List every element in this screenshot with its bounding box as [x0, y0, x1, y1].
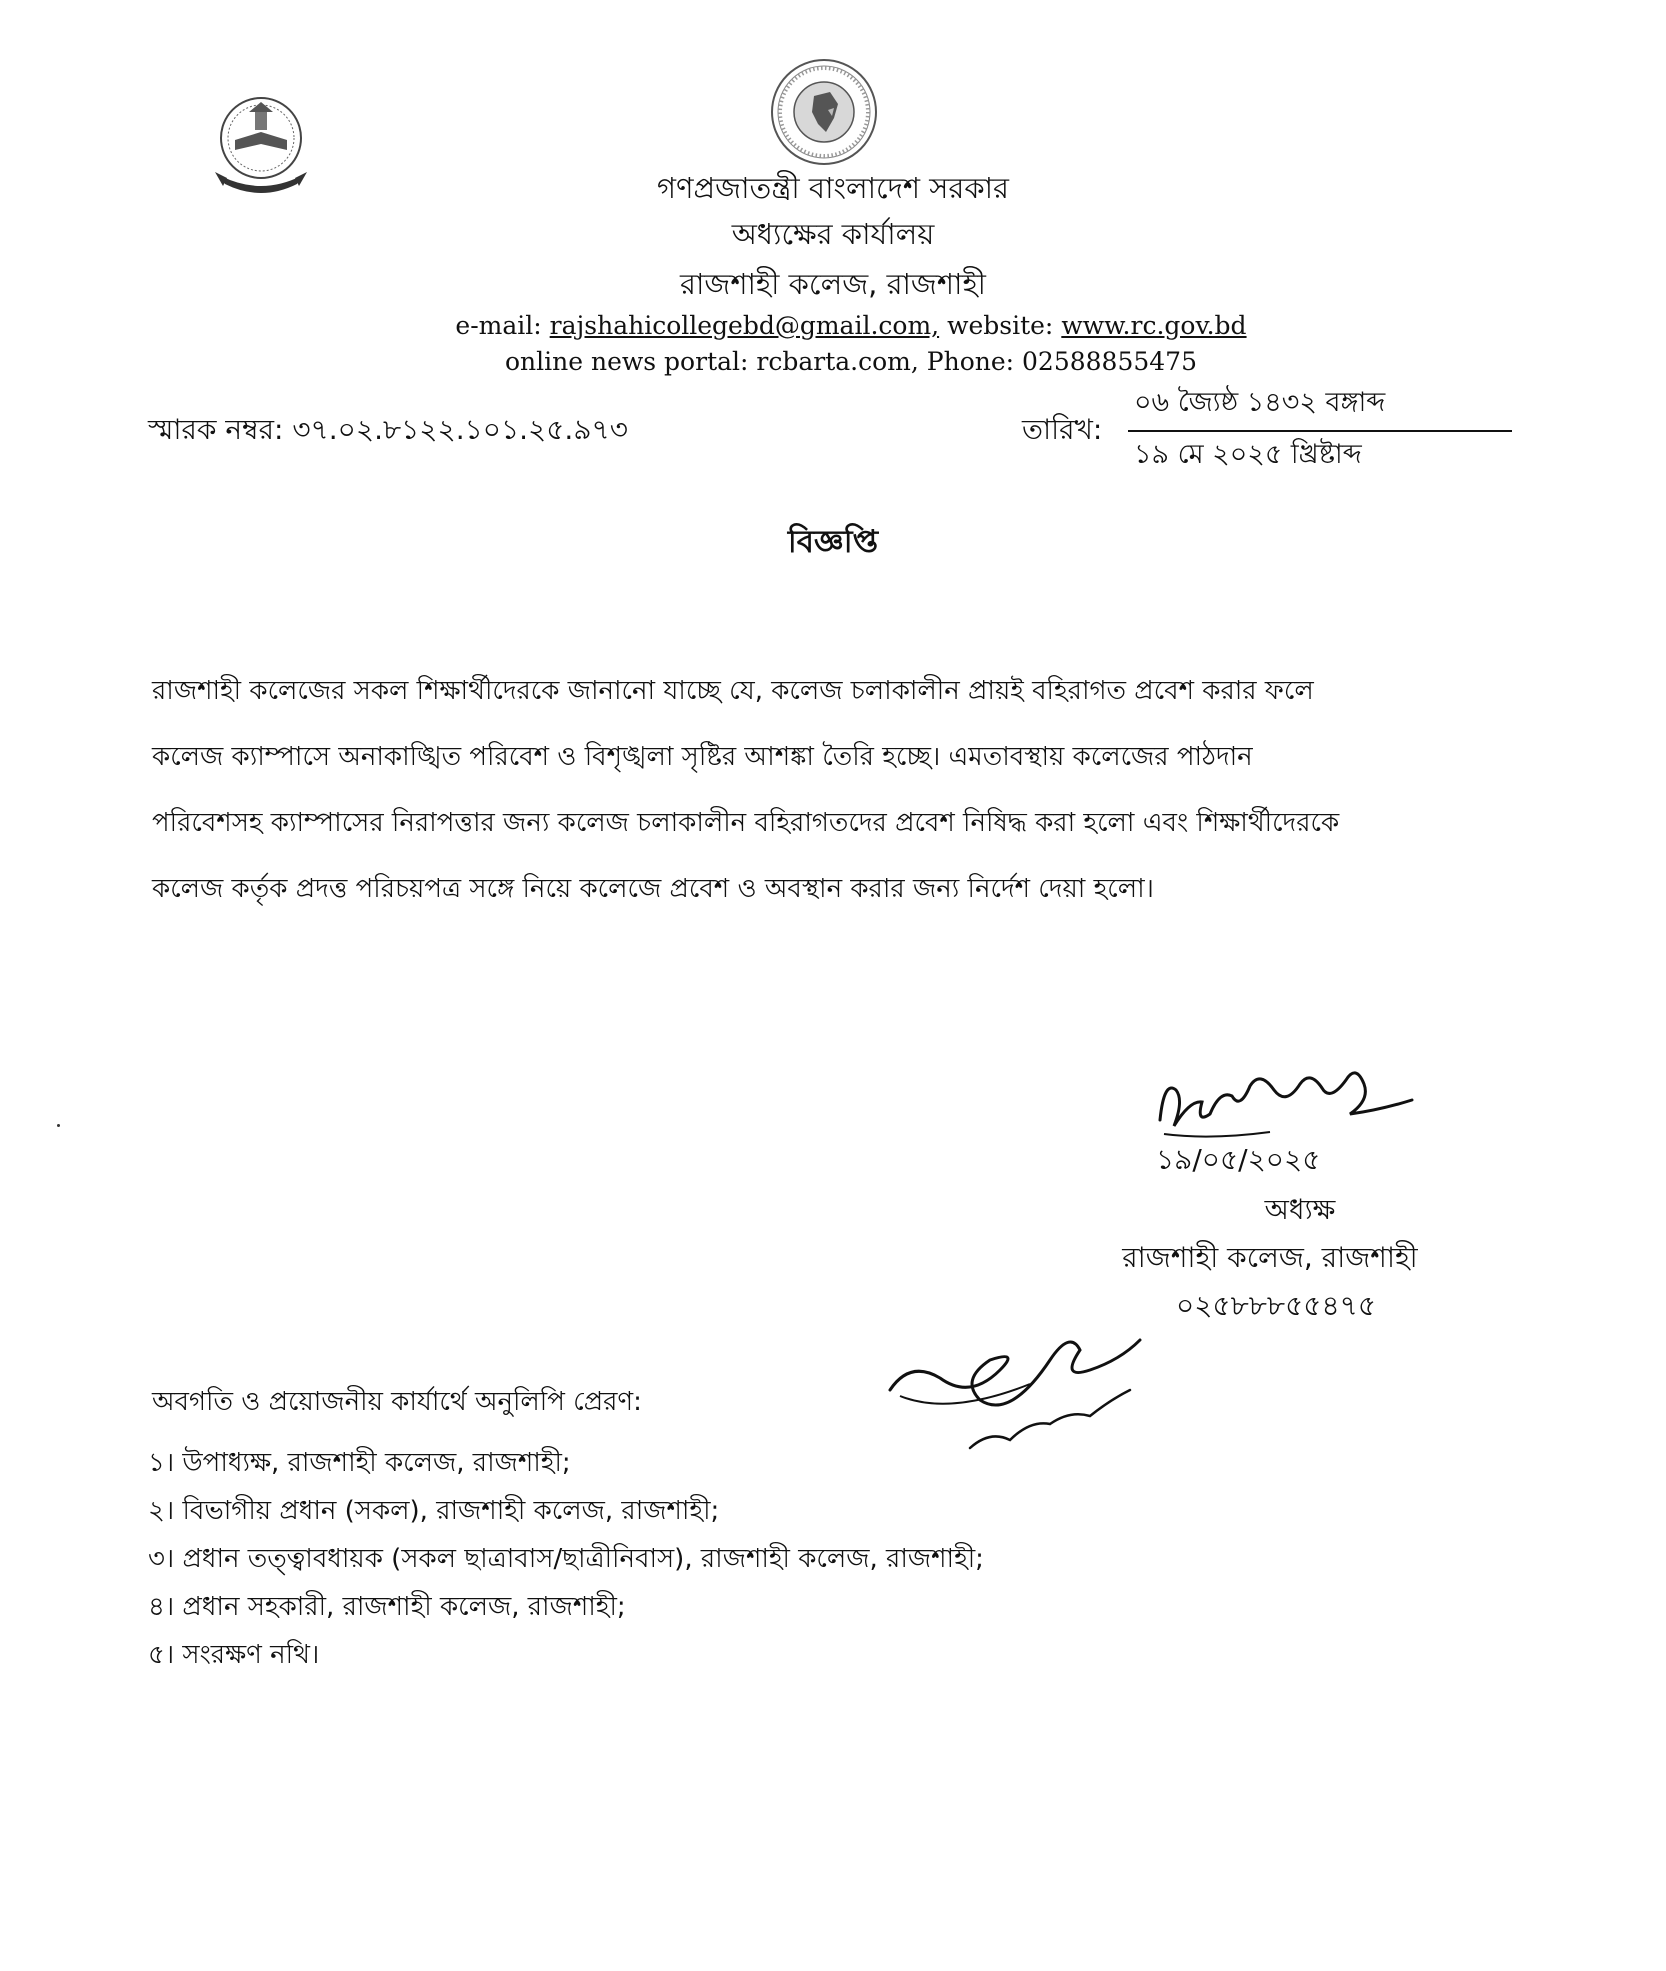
notice-body-line: পরিবেশসহ ক্যাম্পাসের নিরাপত্তার জন্য কলেজ চলাকালীন বহিরাগতদের প্রবেশ নিষিদ্ধ করা হলো এবং শিক্ষার্থীদেরকে: [152, 808, 1340, 838]
copy-recipient-item: ৪। প্রধান সহকারী, রাজশাহী কলেজ, রাজশাহী;: [148, 1592, 626, 1622]
scan-speck: [57, 1124, 60, 1127]
copy-recipient-item: ৫। সংরক্ষণ নথি।: [148, 1640, 320, 1670]
principal-signature: [1150, 1040, 1420, 1150]
copy-recipient-item: ২। বিভাগীয় প্রধান (সকল), রাজশাহী কলেজ, রাজশাহী;: [148, 1496, 720, 1526]
memo-label: স্মারক নম্বর:: [148, 413, 284, 446]
notice-body-line: রাজশাহী কলেজের সকল শিক্ষার্থীদেরকে জানানো যাচ্ছে যে, কলেজ চলাকালীন প্রায়ই বহিরাগত প্রবেশ করার ফলে: [152, 676, 1314, 706]
email-label: e-mail:: [455, 311, 542, 340]
website-label: website:: [947, 311, 1054, 340]
signatory-office: রাজশাহী কলেজ, রাজশাহী: [1122, 1241, 1418, 1274]
notice-title: বিজ্ঞপ্তি: [787, 524, 879, 560]
portal-value: rcbarta.com,: [756, 347, 919, 376]
copy-recipient-item: ৩। প্রধান তত্ত্বাবধায়ক (সকল ছাত্রাবাস/ছাত্রীনিবাস), রাজশাহী কলেজ, রাজশাহী;: [148, 1544, 984, 1574]
contact-line-portal: [18, 346, 1666, 378]
notice-body-line: কলেজ কর্তৃক প্রদত্ত পরিচয়পত্র সঙ্গে নিয়ে কলেজে প্রবেশ ও অবস্থান করার জন্য নির্দেশ দেয়া হলো।: [152, 874, 1154, 904]
memo-number: [148, 412, 628, 448]
copy-recipient-item: ১। উপাধ্যক্ষ, রাজশাহী কলেজ, রাজশাহী;: [148, 1448, 571, 1478]
signature-date: ১৯/০৫/২০২৫: [1156, 1143, 1321, 1176]
date-bangla: ০৬ জ্যৈষ্ঠ ১৪৩২ বঙ্গাব্দ: [1134, 387, 1386, 418]
email-link[interactable]: rajshahicollegebd@gmail.com,: [549, 311, 940, 340]
office-name: অধ্যক্ষের কার্যালয়: [731, 217, 935, 251]
portal-label: online news portal:: [505, 347, 749, 376]
signatory-designation: অধ্যক্ষ: [1264, 1193, 1336, 1226]
copies-label: অবগতি ও প্রয়োজনীয় কার্যার্থে অনুলিপি প্রেরণ:: [152, 1387, 642, 1417]
notice-body-line: কলেজ ক্যাম্পাসে অনাকাঙ্খিত পরিবেশ ও বিশৃঙ্খলা সৃষ্টির আশঙ্কা তৈরি হচ্ছে। এমতাবস্থায় কলেজের পাঠদান: [152, 742, 1253, 772]
government-name: গণপ্রজাতন্ত্রী বাংলাদেশ সরকার: [656, 171, 1010, 205]
signatory-phone: ০২৫৮৮৮৫৫৪৭৫: [1176, 1289, 1376, 1322]
phone-value: 02588855475: [1022, 347, 1197, 376]
second-signature: [880, 1320, 1180, 1460]
date-gregorian: ১৯ মে ২০২৫ খ্রিষ্টাব্দ: [1134, 439, 1362, 470]
website-link[interactable]: www.rc.gov.bd: [1061, 311, 1247, 340]
phone-label: Phone:: [926, 347, 1015, 376]
date-label: তারিখ:: [1022, 413, 1103, 446]
contact-line-email: [18, 310, 1666, 342]
college-name: রাজশাহী কলেজ, রাজশাহী: [680, 267, 986, 301]
date-divider: [1128, 430, 1512, 432]
memo-value: ৩৭.০২.৮১২২.১০১.২৫.৯৭৩: [292, 413, 628, 446]
bangladesh-government-seal-icon: [768, 52, 880, 174]
